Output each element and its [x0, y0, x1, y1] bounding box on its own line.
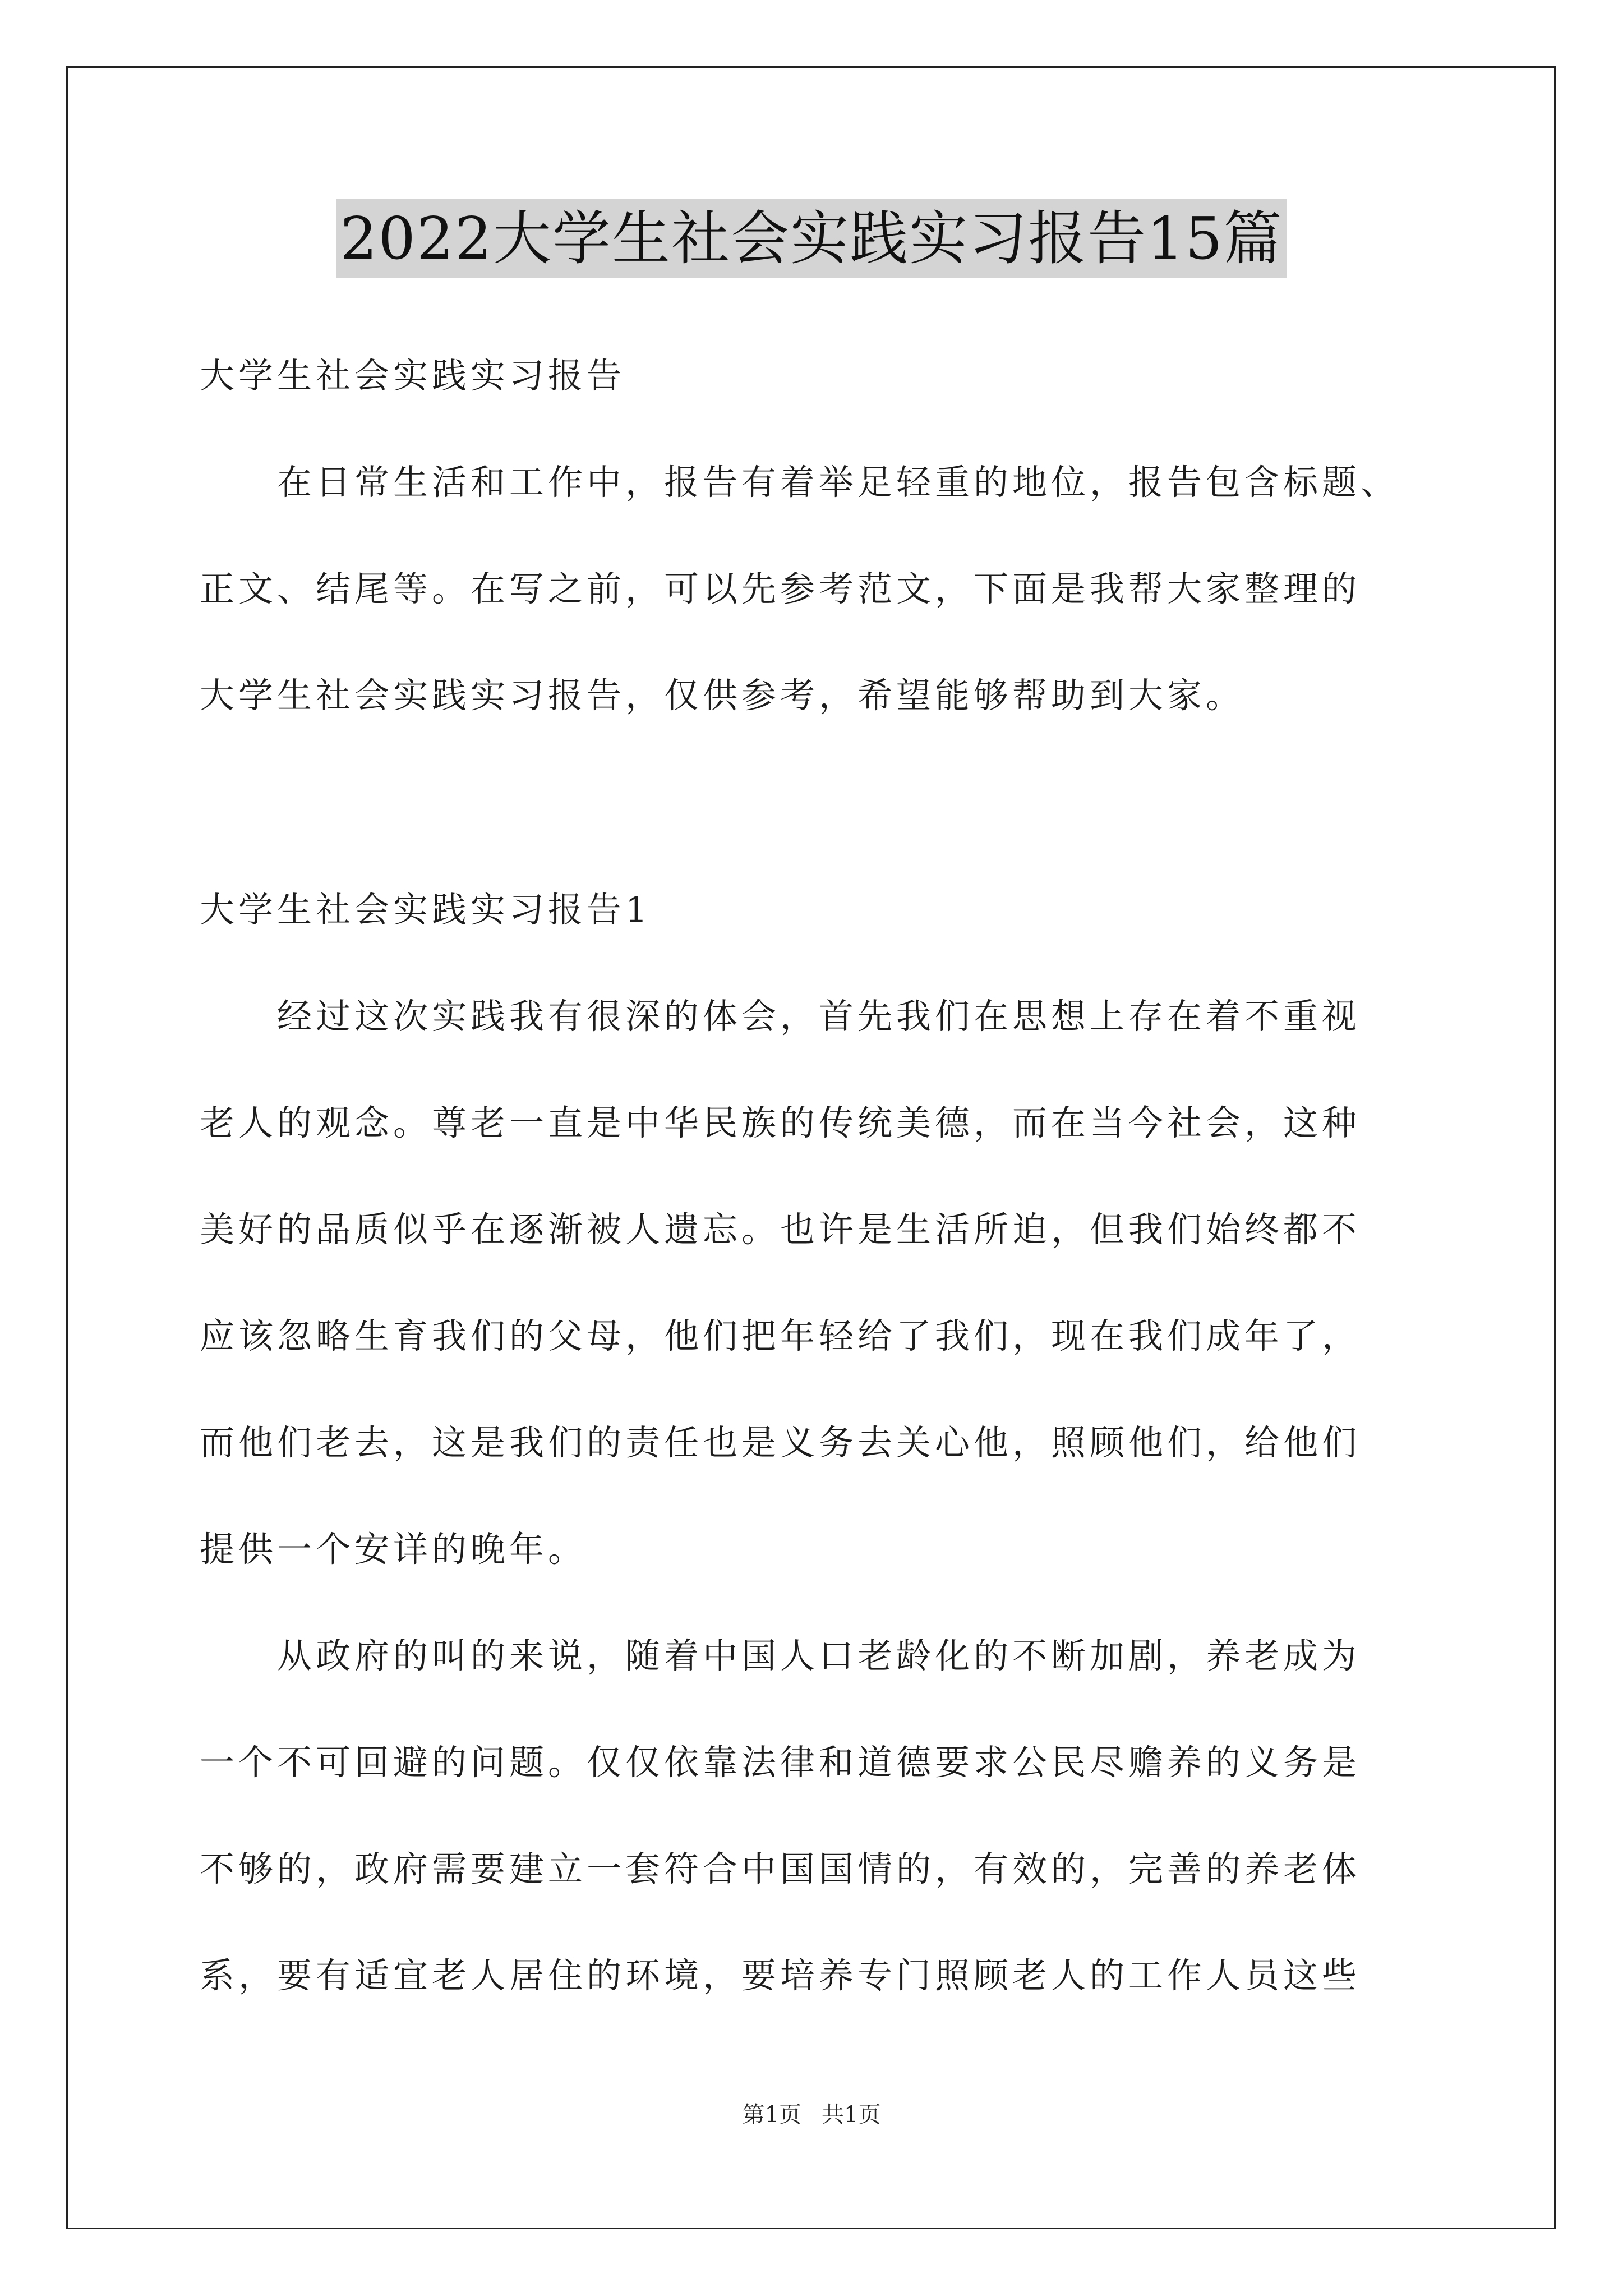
body-line: 应该忽略生育我们的父母，他们把年轻给了我们，现在我们成年了， [200, 1315, 1361, 1356]
body-line: 正文、结尾等。在写之前，可以先参考范文，下面是我帮大家整理的 [200, 568, 1361, 609]
body-line: 系，要有适宜老人居住的环境，要培养专门照顾老人的工作人员这些 [200, 1955, 1361, 1996]
body-line: 从政府的叫的来说，随着中国人口老龄化的不断加剧，养老成为 [200, 1635, 1361, 1676]
document-title: 2022大学生社会实践实习报告15篇 [336, 199, 1286, 278]
body-line: 一个不可回避的问题。仅仅依靠法律和道德要求公民尽赡养的义务是 [200, 1742, 1361, 1783]
section-heading: 大学生社会实践实习报告 [200, 355, 626, 396]
page-count: 共1页 [822, 2102, 881, 2128]
body-line: 而他们老去，这是我们的责任也是义务去关心他，照顾他们，给他们 [200, 1422, 1361, 1463]
body-line: 美好的品质似乎在逐渐被人遗忘。也许是生活所迫，但我们始终都不 [200, 1209, 1361, 1250]
body-line: 大学生社会实践实习报告，仅供参考，希望能够帮助到大家。 [200, 675, 1245, 716]
body-line: 提供一个安详的晚年。 [200, 1529, 587, 1570]
body-line: 在日常生活和工作中，报告有着举足轻重的地位，报告包含标题、 [200, 462, 1400, 503]
body-line: 不够的，政府需要建立一套符合中国国情的，有效的，完善的养老体 [200, 1848, 1361, 1889]
page-number: 第1页 [742, 2102, 801, 2128]
section-heading: 大学生社会实践实习报告1 [200, 889, 652, 930]
body-line: 经过这次实践我有很深的体会，首先我们在思想上存在着不重视 [200, 996, 1361, 1037]
title-container [0, 199, 1623, 278]
page-footer [0, 2101, 1623, 2129]
body-line: 老人的观念。尊老一直是中华民族的传统美德，而在当今社会，这种 [200, 1102, 1361, 1143]
